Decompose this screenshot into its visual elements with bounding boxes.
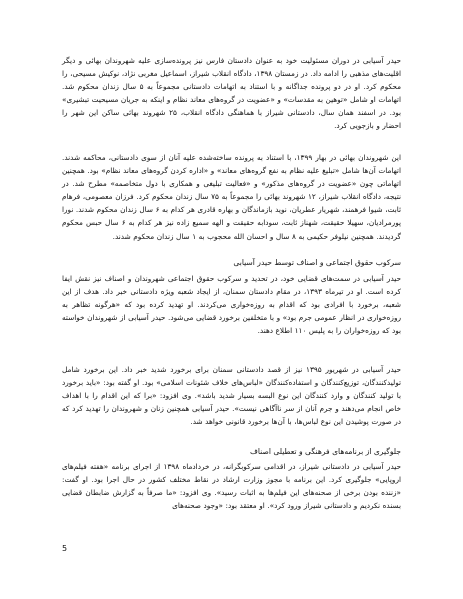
section-heading-cultural-programs: جلوگیری از برنامه‌های فرهنگی و تعطیلی اصناف <box>249 447 401 456</box>
section-heading-social-rights: سرکوب حقوق اجتماعی و اصناف توسط حیدر آسیابی <box>233 258 401 267</box>
paragraph-bahai-trial: این شهروندان بهائی در بهار ۱۳۹۹، با استناد به پرونده ساخته‌شده علیه آنان از سوی دادستانی، محاکمه شدند. اتهامات آن‌ها شامل «تبلیغ علیه نظام به نفع گروه‌های معاند» و «اداره کردن گروه‌های معاند نظام» بود. همچنین اتهاماتی چون «عضویت در گروه‌های مذکور» و «فعالیت تبلیغی و همکاری با دول متخاصمه» مطرح شد. در نتیجه، دادگاه انقلاب شیراز، ۱۲ شهروند بهائی را مجموعاً به ۷۵ سال زندان محکوم کرد. فرزان معصومی، فرهام ثابت، شیوا فرهمند، شهریار عطریان، نوید بازماندگان و بهاره قادری هر کدام به ۶ سال زندان محکوم شدند. نورا پورمرادیان، سهیلا حقیقت، شهناز ثابت، سودابه حقیقت و الهه سمیع زاده نیز هر کدام به ۶ سال حبس محکوم گردیدند. همچنین نیلوفر حکیمی به ۸ سال و احسان الله محجوب به ۱ سال زندان محکوم شدند. <box>62 153 401 241</box>
paragraph-european-film-week: حیدر آسیابی در دادستانی شیراز، در اقدامی سرکوبگرانه، در خردادماه ۱۳۹۸ از اجرای برنامه «هفته فیلم‌های اروپایی» جلوگیری کرد. این برنامه با مجوز وزارت ارشاد در نقاط مختلف کشور در حال اجرا بود. او گفت: «زننده بودن برخی از صحنه‌های این فیلم‌ها به اثبات رسید». وی افزود: «ما صرفاً به گزارش ضابطان قضایی بسنده نکردیم و دادستانی شیراز ورود کرد». او معتقد بود: «وجود صحنه‌های <box>62 462 401 511</box>
paragraph-asiabi-fars: حیدر آسیابی در دوران مسئولیت خود به عنوان دادستان فارس نیز پرونده‌سازی علیه شهروندان بهائی و دیگر اقلیت‌های مذهبی را ادامه داد. در زمستان ۱۳۹۸، دادگاه انقلاب شیراز، اسماعیل مغربی نژاد، نوکیش مسیحی، را محکوم کرد. او در دو پرونده جداگانه و با استناد به اتهامات دادستانی مجموعاً به ۵ سال زندان محکوم شد. اتهامات او شامل «توهین به مقدسات» و «عضویت در گروه‌های معاند نظام و اینکه به جریان مسیحیت تبشیری» بود. در اسفند همان سال، دادستانی شیراز با هماهنگی دادگاه انقلاب، ۲۵ شهروند بهائی ساکن این شهر را احضار و بازجویی کرد. <box>62 56 402 131</box>
page-number: 5 <box>62 544 68 553</box>
paragraph-semnan-fasting: حیدر آسیابی در سمت‌های قضایی خود، در تحدید و سرکوب حقوق اجتماعی شهروندان و اصناف نیز نقش ایفا کرده است. او در تیرماه ۱۳۹۳، در مقام دادستان سمنان، از ایجاد شعبه ویژه دادستانی خبر داد. هدف از این شعبه، برخورد با افرادی بود که اقدام به روزه‌خواری می‌کردند. او تهدید کرده بود که «هرگونه تظاهر به روزه‌خواری در انظار عمومی جرم بود» و با متخلفین برخورد قضایی می‌شود. حیدر آسیابی از شهروندان خواسته بود که روزه‌خواران را به پلیس ۱۱۰ اطلاع دهند. <box>62 274 401 336</box>
paragraph-clothing-crackdown: حیدر آسیابی در شهریور ۱۳۹۵ نیز از قصد دادستانی سمنان برای برخورد شدید خبر داد. این برخورد شامل تولیدکنندگان، توزیع‌کنندگان و استفاده‌کنندگان «لباس‌های خلاف شئونات اسلامی» بود. او گفته بود: «باید برخورد با تولید کنندگان و وارد کنندگان این نوع البسه بسیار شدید باشد». وی افزود: «برا که این اقدام را با اهداف خاص انجام می‌دهند و جرم آنان از سر ناآگاهی نیست». حیدر آسیابی همچنین زنان و شهروندان را تهدید کرد که در صورت پوشیدن این نوع لباس‌ها، با آن‌ها برخورد قانونی خواهد شد. <box>62 365 401 427</box>
